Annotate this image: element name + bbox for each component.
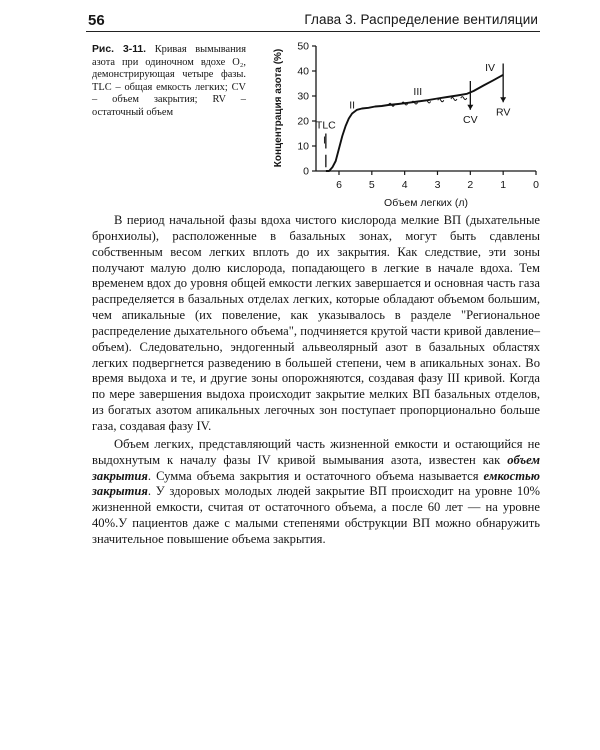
page-number: 56	[88, 12, 105, 29]
y-ticks	[297, 41, 316, 178]
x-tick-label-6: 0	[533, 179, 539, 191]
term-closing-volume: объем закрытия	[92, 452, 540, 483]
paragraph-2-part-b: . Сумма объема закрытия и остаточного объема называется	[147, 468, 484, 483]
y-tick-label-5: 50	[297, 40, 309, 53]
marker-arrow-cv	[467, 105, 473, 110]
marker-label-cv: CV	[463, 113, 478, 126]
x-tick-label-4: 2	[467, 179, 474, 191]
paragraph-1: В период начальной фазы вдоха чистого кислорода мелкие ВП (дыхательные бронхиолы), расположенные в базальных зонах, могут быть сдавлены собственным весом легких вплоть до их закрытия. Как следствие, эти зоны получают малую долю кислорода, попадающего в легкие в начале вдоха. Тем временем вдох до уровня общей емкости легких завершается и основная часть газа распределяется в базальных отделах легких, которые обладают объемом большим, чем апикальные (их повеление, как указывалось в разделе "Региональное распределение дыхательного объема", подчиняется крутой части кривой давление–объем). Следовательно, эндогенный альвеолярный азот в базальных областях легких подвергнется разведению в большей степени, чем в апикальных зонах. Во время выдоха и те, и другие зоны опорожняются, создавая фазу III кривой. Когда по мере завершения выдоха происходит закрытие мелких ВП базальных отделов, из богатых азотом апикальных легочных зон поступает пропорционально больше газа, создавая фазу IV.	[92, 213, 540, 433]
body-text	[92, 213, 540, 550]
y-tick-label-3: 30	[297, 90, 309, 103]
figure-caption-text: Кривая вымывания азота при одиночном вдохе O₂, демонстрирующая четыре фазы. TLC – общая емкость легких; CV – объем закрытия; RV – остаточный объем	[92, 44, 246, 118]
y-axis-label: Концентрация азота (%)	[273, 48, 284, 168]
y-tick-label-2: 20	[297, 115, 309, 128]
volume-markers	[316, 64, 510, 168]
term-closing-capacity: емкостью закрытия	[92, 468, 540, 499]
paragraph-2-part-a: Объем легких, представляющий часть жизненной емкости и остающийся не выдохнутым к началу фазы IV кривой вымывания азота, известен как	[92, 436, 540, 467]
x-tick-label-1: 5	[368, 179, 375, 191]
nitrogen-washout-chart	[264, 38, 554, 216]
paragraph-2	[92, 437, 540, 548]
x-axis-label: Объем легких (л)	[384, 197, 468, 209]
oscillation-mark-5	[451, 98, 457, 101]
phase-label-IV: IV	[485, 62, 495, 74]
phase-label-III: III	[413, 85, 423, 98]
figure-label: Рис. 3-11.	[92, 44, 147, 55]
marker-arrow-rv	[500, 97, 506, 102]
x-tick-label-3: 3	[434, 179, 441, 191]
phase-labels	[323, 62, 495, 147]
phase-label-I: I	[323, 134, 326, 147]
header-rule	[86, 31, 540, 32]
oscillation-mark-4	[438, 99, 444, 102]
running-title: Глава 3. Распределение вентиляции	[304, 12, 538, 27]
phase-label-II: II	[349, 99, 356, 112]
oscillation-mark-6	[461, 97, 467, 100]
y-tick-label-1: 10	[297, 140, 309, 153]
x-tick-label-5: 1	[500, 179, 507, 191]
y-tick-label-0: 0	[303, 165, 309, 178]
figure-caption	[92, 44, 246, 120]
paragraph-2-part-c: . У здоровых молодых людей закрытие ВП происходит на уровне 10% жизненной емкости, считая от остаточного объема, а после 60 лет — на уровне 40%.У пациентов даже с малыми степенями обструкции ВП можно обнаружить значительное повышение объема закрытия.	[92, 484, 540, 546]
x-tick-label-0: 6	[336, 179, 342, 191]
x-ticks	[336, 171, 539, 191]
y-tick-label-4: 40	[297, 65, 309, 78]
x-tick-label-2: 4	[401, 179, 408, 191]
marker-label-tlc: TLC	[315, 119, 336, 132]
marker-label-rv: RV	[495, 106, 511, 119]
